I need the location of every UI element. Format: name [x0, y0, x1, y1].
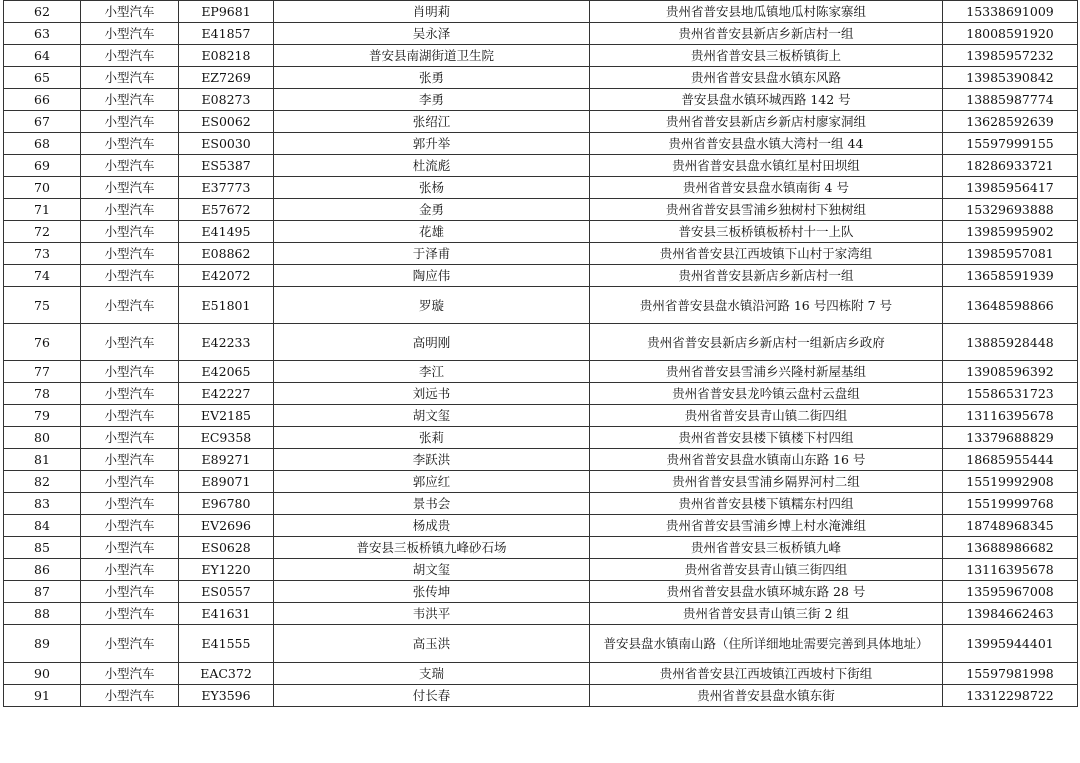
phone-cell: 13885928448 — [943, 324, 1078, 361]
row-number-cell: 85 — [4, 537, 81, 559]
address-cell: 贵州省普安县盘水镇东街 — [590, 685, 943, 707]
address-cell: 贵州省普安县新店乡新店村一组新店乡政府 — [590, 324, 943, 361]
address-cell: 贵州省普安县盘水镇红星村田坝组 — [590, 155, 943, 177]
table-row — [4, 287, 1078, 324]
owner-name-cell: 张莉 — [274, 427, 590, 449]
vehicle-type-cell: 小型汽车 — [81, 324, 179, 361]
owner-name-cell: 胡文玺 — [274, 559, 590, 581]
table-row — [4, 45, 1078, 67]
plate-number-cell: EAC372 — [179, 663, 274, 685]
phone-cell: 15519992908 — [943, 471, 1078, 493]
row-number-cell: 70 — [4, 177, 81, 199]
vehicle-type-cell: 小型汽车 — [81, 133, 179, 155]
vehicle-type-cell: 小型汽车 — [81, 67, 179, 89]
phone-cell: 13116395678 — [943, 405, 1078, 427]
plate-number-cell: EZ7269 — [179, 67, 274, 89]
vehicle-type-cell: 小型汽车 — [81, 111, 179, 133]
plate-number-cell: EV2185 — [179, 405, 274, 427]
owner-name-cell: 李跃洪 — [274, 449, 590, 471]
phone-cell: 13312298722 — [943, 685, 1078, 707]
owner-name-cell: 普安县三板桥镇九峰砂石场 — [274, 537, 590, 559]
row-number-cell: 81 — [4, 449, 81, 471]
plate-number-cell: E42233 — [179, 324, 274, 361]
owner-name-cell: 张杨 — [274, 177, 590, 199]
address-cell: 贵州省普安县楼下镇楼下村四组 — [590, 427, 943, 449]
vehicle-type-cell: 小型汽车 — [81, 663, 179, 685]
owner-name-cell: 花雄 — [274, 221, 590, 243]
phone-cell: 13984662463 — [943, 603, 1078, 625]
table-row — [4, 663, 1078, 685]
vehicle-type-cell: 小型汽车 — [81, 427, 179, 449]
table-row — [4, 221, 1078, 243]
vehicle-type-cell: 小型汽车 — [81, 155, 179, 177]
row-number-cell: 65 — [4, 67, 81, 89]
owner-name-cell: 付长春 — [274, 685, 590, 707]
phone-cell: 13985956417 — [943, 177, 1078, 199]
table-row — [4, 155, 1078, 177]
table-row — [4, 537, 1078, 559]
plate-number-cell: ES0628 — [179, 537, 274, 559]
address-cell: 贵州省普安县楼下镇糯东村四组 — [590, 493, 943, 515]
plate-number-cell: E41555 — [179, 625, 274, 663]
address-cell: 普安县盘水镇南山路（住所详细地址需要完善到具体地址） — [590, 625, 943, 663]
table-row — [4, 493, 1078, 515]
address-cell: 贵州省普安县盘水镇南山东路 16 号 — [590, 449, 943, 471]
phone-cell: 18008591920 — [943, 23, 1078, 45]
vehicle-type-cell: 小型汽车 — [81, 23, 179, 45]
plate-number-cell: E08862 — [179, 243, 274, 265]
table-row — [4, 559, 1078, 581]
phone-cell: 13985957081 — [943, 243, 1078, 265]
address-cell: 贵州省普安县盘水镇东风路 — [590, 67, 943, 89]
owner-name-cell: 景书会 — [274, 493, 590, 515]
vehicle-registry-sheet — [3, 0, 1078, 707]
owner-name-cell: 于泽甫 — [274, 243, 590, 265]
owner-name-cell: 张勇 — [274, 67, 590, 89]
plate-number-cell: E42065 — [179, 361, 274, 383]
owner-name-cell: 吴永泽 — [274, 23, 590, 45]
row-number-cell: 72 — [4, 221, 81, 243]
row-number-cell: 78 — [4, 383, 81, 405]
table-row — [4, 581, 1078, 603]
phone-cell: 13908596392 — [943, 361, 1078, 383]
phone-cell: 18748968345 — [943, 515, 1078, 537]
table-row — [4, 405, 1078, 427]
vehicle-type-cell: 小型汽车 — [81, 265, 179, 287]
row-number-cell: 62 — [4, 1, 81, 23]
vehicle-type-cell: 小型汽车 — [81, 243, 179, 265]
plate-number-cell: EP9681 — [179, 1, 274, 23]
address-cell: 贵州省普安县青山镇三街 2 组 — [590, 603, 943, 625]
phone-cell: 13985995902 — [943, 221, 1078, 243]
vehicle-type-cell: 小型汽车 — [81, 287, 179, 324]
phone-cell: 18286933721 — [943, 155, 1078, 177]
phone-cell: 15597981998 — [943, 663, 1078, 685]
table-row — [4, 515, 1078, 537]
vehicle-type-cell: 小型汽车 — [81, 449, 179, 471]
plate-number-cell: E89071 — [179, 471, 274, 493]
row-number-cell: 87 — [4, 581, 81, 603]
row-number-cell: 86 — [4, 559, 81, 581]
plate-number-cell: E08273 — [179, 89, 274, 111]
owner-name-cell: 郭应红 — [274, 471, 590, 493]
address-cell: 贵州省普安县青山镇二街四组 — [590, 405, 943, 427]
vehicle-type-cell: 小型汽车 — [81, 559, 179, 581]
phone-cell: 13628592639 — [943, 111, 1078, 133]
plate-number-cell: E96780 — [179, 493, 274, 515]
address-cell: 贵州省普安县盘水镇大湾村一组 44 — [590, 133, 943, 155]
address-cell: 贵州省普安县雪浦乡博上村水淹滩组 — [590, 515, 943, 537]
row-number-cell: 77 — [4, 361, 81, 383]
owner-name-cell: 郭升举 — [274, 133, 590, 155]
address-cell: 贵州省普安县江西坡镇下山村于家湾组 — [590, 243, 943, 265]
row-number-cell: 73 — [4, 243, 81, 265]
address-cell: 贵州省普安县雪浦乡兴隆村新屋基组 — [590, 361, 943, 383]
plate-number-cell: EV2696 — [179, 515, 274, 537]
vehicle-type-cell: 小型汽车 — [81, 471, 179, 493]
table-row — [4, 324, 1078, 361]
table-row — [4, 685, 1078, 707]
row-number-cell: 84 — [4, 515, 81, 537]
table-row — [4, 471, 1078, 493]
table-row — [4, 265, 1078, 287]
plate-number-cell: EY1220 — [179, 559, 274, 581]
vehicle-type-cell: 小型汽车 — [81, 199, 179, 221]
owner-name-cell: 普安县南湖街道卫生院 — [274, 45, 590, 67]
vehicle-type-cell: 小型汽车 — [81, 45, 179, 67]
plate-number-cell: E08218 — [179, 45, 274, 67]
plate-number-cell: ES0062 — [179, 111, 274, 133]
plate-number-cell: E89271 — [179, 449, 274, 471]
row-number-cell: 66 — [4, 89, 81, 111]
phone-cell: 13658591939 — [943, 265, 1078, 287]
plate-number-cell: E41495 — [179, 221, 274, 243]
plate-number-cell: ES5387 — [179, 155, 274, 177]
vehicle-type-cell: 小型汽车 — [81, 685, 179, 707]
table-row — [4, 449, 1078, 471]
plate-number-cell: ES0030 — [179, 133, 274, 155]
row-number-cell: 83 — [4, 493, 81, 515]
phone-cell: 13688986682 — [943, 537, 1078, 559]
owner-name-cell: 支瑞 — [274, 663, 590, 685]
row-number-cell: 64 — [4, 45, 81, 67]
owner-name-cell: 罗璇 — [274, 287, 590, 324]
row-number-cell: 88 — [4, 603, 81, 625]
table-body — [4, 1, 1078, 707]
row-number-cell: 90 — [4, 663, 81, 685]
plate-number-cell: E41631 — [179, 603, 274, 625]
vehicle-type-cell: 小型汽车 — [81, 603, 179, 625]
phone-cell: 13995944401 — [943, 625, 1078, 663]
row-number-cell: 68 — [4, 133, 81, 155]
plate-number-cell: E57672 — [179, 199, 274, 221]
vehicle-type-cell: 小型汽车 — [81, 625, 179, 663]
phone-cell: 13648598866 — [943, 287, 1078, 324]
table-row — [4, 625, 1078, 663]
table-row — [4, 177, 1078, 199]
address-cell: 贵州省普安县盘水镇沿河路 16 号四栋附 7 号 — [590, 287, 943, 324]
owner-name-cell: 陶应伟 — [274, 265, 590, 287]
vehicle-type-cell: 小型汽车 — [81, 361, 179, 383]
owner-name-cell: 杨成贵 — [274, 515, 590, 537]
phone-cell: 13885987774 — [943, 89, 1078, 111]
row-number-cell: 89 — [4, 625, 81, 663]
owner-name-cell: 肖明莉 — [274, 1, 590, 23]
owner-name-cell: 胡文玺 — [274, 405, 590, 427]
phone-cell: 18685955444 — [943, 449, 1078, 471]
address-cell: 贵州省普安县新店乡新店村一组 — [590, 23, 943, 45]
row-number-cell: 75 — [4, 287, 81, 324]
owner-name-cell: 杜流彪 — [274, 155, 590, 177]
row-number-cell: 91 — [4, 685, 81, 707]
address-cell: 贵州省普安县地瓜镇地瓜村陈家寨组 — [590, 1, 943, 23]
owner-name-cell: 张绍江 — [274, 111, 590, 133]
row-number-cell: 71 — [4, 199, 81, 221]
plate-number-cell: EC9358 — [179, 427, 274, 449]
table-row — [4, 23, 1078, 45]
owner-name-cell: 高玉洪 — [274, 625, 590, 663]
phone-cell: 13116395678 — [943, 559, 1078, 581]
table-row — [4, 89, 1078, 111]
address-cell: 贵州省普安县雪浦乡隔界河村二组 — [590, 471, 943, 493]
row-number-cell: 69 — [4, 155, 81, 177]
address-cell: 贵州省普安县雪浦乡独树村下独树组 — [590, 199, 943, 221]
row-number-cell: 80 — [4, 427, 81, 449]
owner-name-cell: 张传坤 — [274, 581, 590, 603]
owner-name-cell: 刘远书 — [274, 383, 590, 405]
vehicle-type-cell: 小型汽车 — [81, 537, 179, 559]
vehicle-type-cell: 小型汽车 — [81, 89, 179, 111]
row-number-cell: 82 — [4, 471, 81, 493]
plate-number-cell: EY3596 — [179, 685, 274, 707]
vehicle-type-cell: 小型汽车 — [81, 405, 179, 427]
vehicle-type-cell: 小型汽车 — [81, 177, 179, 199]
table-row — [4, 243, 1078, 265]
vehicle-type-cell: 小型汽车 — [81, 1, 179, 23]
address-cell: 贵州省普安县新店乡新店村廖家洞组 — [590, 111, 943, 133]
row-number-cell: 74 — [4, 265, 81, 287]
table-row — [4, 427, 1078, 449]
phone-cell: 15329693888 — [943, 199, 1078, 221]
owner-name-cell: 金勇 — [274, 199, 590, 221]
vehicle-type-cell: 小型汽车 — [81, 383, 179, 405]
plate-number-cell: E51801 — [179, 287, 274, 324]
address-cell: 普安县盘水镇环城西路 142 号 — [590, 89, 943, 111]
phone-cell: 13595967008 — [943, 581, 1078, 603]
owner-name-cell: 李勇 — [274, 89, 590, 111]
address-cell: 贵州省普安县盘水镇环城东路 28 号 — [590, 581, 943, 603]
phone-cell: 13985957232 — [943, 45, 1078, 67]
address-cell: 贵州省普安县江西坡镇江西坡村下街组 — [590, 663, 943, 685]
table-row — [4, 111, 1078, 133]
vehicle-table — [3, 0, 1078, 707]
plate-number-cell: E42227 — [179, 383, 274, 405]
phone-cell: 15338691009 — [943, 1, 1078, 23]
table-row — [4, 199, 1078, 221]
address-cell: 贵州省普安县龙吟镇云盘村云盘组 — [590, 383, 943, 405]
address-cell: 贵州省普安县青山镇三街四组 — [590, 559, 943, 581]
plate-number-cell: ES0557 — [179, 581, 274, 603]
phone-cell: 15519999768 — [943, 493, 1078, 515]
plate-number-cell: E42072 — [179, 265, 274, 287]
owner-name-cell: 韦洪平 — [274, 603, 590, 625]
owner-name-cell: 高明刚 — [274, 324, 590, 361]
vehicle-type-cell: 小型汽车 — [81, 515, 179, 537]
address-cell: 贵州省普安县三板桥镇九峰 — [590, 537, 943, 559]
row-number-cell: 67 — [4, 111, 81, 133]
phone-cell: 15586531723 — [943, 383, 1078, 405]
plate-number-cell: E41857 — [179, 23, 274, 45]
vehicle-type-cell: 小型汽车 — [81, 581, 179, 603]
address-cell: 普安县三板桥镇板桥村十一上队 — [590, 221, 943, 243]
table-row — [4, 603, 1078, 625]
address-cell: 贵州省普安县新店乡新店村一组 — [590, 265, 943, 287]
vehicle-type-cell: 小型汽车 — [81, 493, 179, 515]
phone-cell: 13379688829 — [943, 427, 1078, 449]
owner-name-cell: 李江 — [274, 361, 590, 383]
table-row — [4, 361, 1078, 383]
row-number-cell: 76 — [4, 324, 81, 361]
row-number-cell: 79 — [4, 405, 81, 427]
row-number-cell: 63 — [4, 23, 81, 45]
plate-number-cell: E37773 — [179, 177, 274, 199]
address-cell: 贵州省普安县盘水镇南街 4 号 — [590, 177, 943, 199]
phone-cell: 13985390842 — [943, 67, 1078, 89]
vehicle-type-cell: 小型汽车 — [81, 221, 179, 243]
table-row — [4, 1, 1078, 23]
table-row — [4, 67, 1078, 89]
address-cell: 贵州省普安县三板桥镇街上 — [590, 45, 943, 67]
table-row — [4, 383, 1078, 405]
phone-cell: 15597999155 — [943, 133, 1078, 155]
table-row — [4, 133, 1078, 155]
